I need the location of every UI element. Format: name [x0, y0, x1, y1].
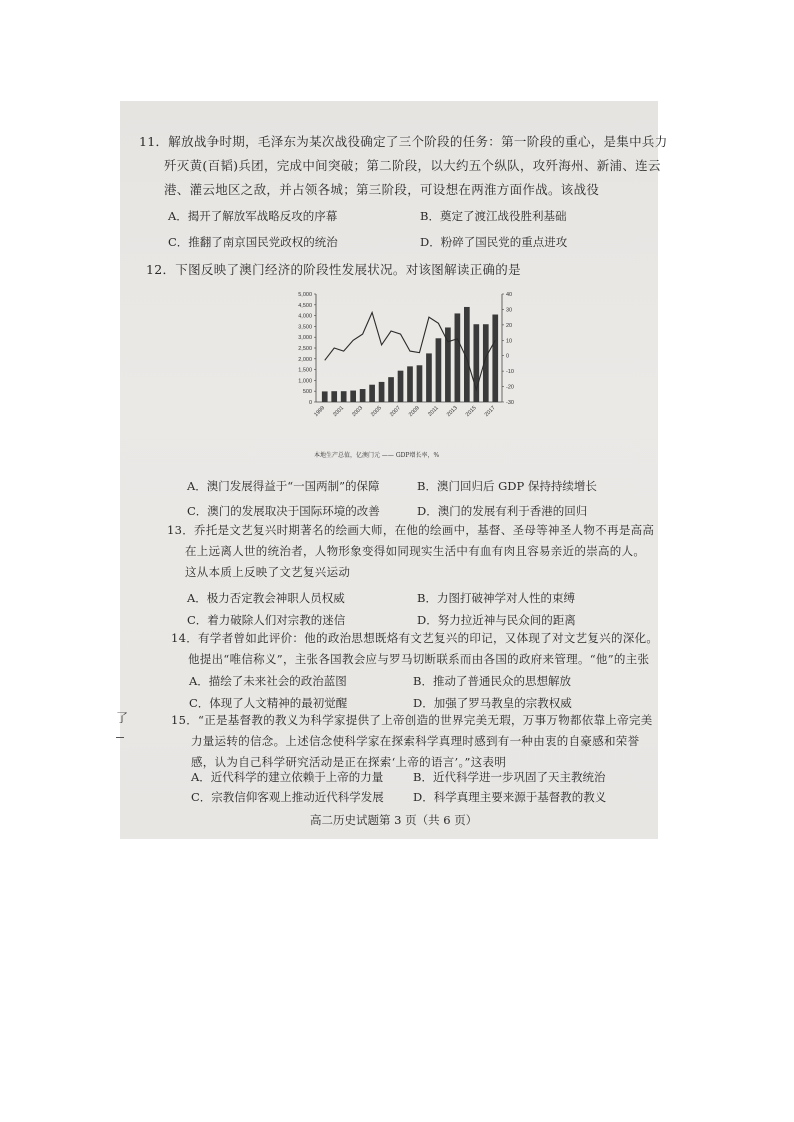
- question-15-line-3: 感，认为自己科学研究活动是正在探索‘上帝的语言’。”这表明: [191, 755, 507, 769]
- gdp-bar: [492, 315, 498, 402]
- question-11-option-a: A．揭开了解放军战略反攻的序幕: [168, 209, 338, 223]
- margin-line: [116, 737, 124, 738]
- question-15-line-1: 15．“正是基督教的教义为科学家提供了上帝创造的世界完美无瑕，万事万物都依靠上帝完美: [171, 713, 653, 727]
- right-tick-label: -20: [506, 384, 514, 391]
- left-tick-label: 2,500: [298, 346, 312, 352]
- left-tick-label: 1,500: [298, 367, 312, 374]
- right-tick-label: 10: [506, 338, 513, 345]
- chart-svg: [270, 280, 630, 450]
- question-12-option-d: D．澳门的发展有利于香港的回归: [417, 504, 588, 518]
- gdp-bar: [331, 391, 337, 402]
- left-tick-label: 5,000: [298, 292, 312, 298]
- x-tick-label: 2005: [370, 405, 383, 419]
- question-13-line-2: 在上远离人世的统治者，人物形象变得如同现实生活中有血有肉且容易亲近的崇高的人。: [185, 544, 646, 558]
- x-tick-label: 1999: [313, 405, 327, 419]
- question-11-line-1: 11．解放战争时期，毛泽东为某次战役确定了三个阶段的任务：第一阶段的重心，是集中兵力: [139, 134, 668, 149]
- x-tick-label: 2013: [445, 405, 459, 419]
- question-15-option-a: A．近代科学的建立依赖于上帝的力量: [191, 770, 384, 784]
- question-14-option-c: C．体现了人文精神的最初觉醒: [189, 696, 348, 710]
- margin-mark: 了: [116, 711, 129, 725]
- right-tick-label: -30: [506, 400, 514, 406]
- question-15-option-b: B．近代科学进一步巩固了天主教统治: [413, 770, 606, 784]
- question-14-option-d: D．加强了罗马教皇的宗教权威: [413, 696, 572, 710]
- gdp-bar: [436, 338, 442, 402]
- gdp-bar: [341, 391, 347, 402]
- left-tick-label: 500: [302, 389, 312, 396]
- question-14: [171, 628, 658, 670]
- question-14-line-2: 他提出“唯信称义”，主张各国教会应与罗马切断联系而由各国的政府来管理。“他”的主张: [188, 652, 650, 666]
- x-tick-label: 2017: [483, 405, 497, 419]
- question-12-option-c: C．澳门的发展取决于国际环境的改善: [187, 504, 380, 518]
- question-11-line-3: 港、灌云地区之敌，并占领各城；第三阶段，可设想在两淮方面作战。该战役: [164, 182, 600, 197]
- left-tick-label: 0: [308, 400, 312, 406]
- question-13: [167, 520, 654, 583]
- x-tick-label: 2015: [464, 405, 478, 419]
- gdp-bar: [455, 313, 461, 402]
- left-tick-label: 1,000: [298, 378, 312, 385]
- x-tick-label: 2011: [427, 405, 440, 418]
- question-12-option-a: A．澳门发展得益于“一国两制”的保障: [187, 479, 380, 493]
- left-tick-label: 4,000: [298, 313, 312, 320]
- question-12-option-b: B．澳门回归后 GDP 保持持续增长: [417, 479, 597, 493]
- page-footer: 高二历史试题第 3 页（共 6 页）: [310, 813, 478, 827]
- question-13-option-c: C．着力破除人们对宗教的迷信: [187, 613, 346, 627]
- question-15-line-2: 力量运转的信念。上述信念使科学家在探索科学真理时感到有一种由衷的自豪感和荣誉: [191, 734, 640, 748]
- gdp-bar: [417, 365, 423, 402]
- right-tick-label: 0: [506, 353, 510, 360]
- question-11-option-d: D．粉碎了国民党的重点进攻: [420, 235, 568, 249]
- gdp-bar: [369, 385, 375, 402]
- left-tick-label: 4,500: [298, 302, 312, 309]
- question-11-option-b: B．奠定了渡江战役胜利基础: [420, 209, 567, 223]
- question-13-line-1: 13．乔托是文艺复兴时期著名的绘画大师，在他的绘画中，基督、圣母等神圣人物不再是高高: [167, 523, 655, 537]
- question-15: [171, 710, 653, 773]
- left-tick-label: 2,000: [298, 356, 312, 363]
- question-14-option-a: A．描绘了未来社会的政治蓝图: [189, 674, 347, 688]
- chart-legend: 本地生产总值，亿澳门元 —— GDP增长率，%: [314, 452, 440, 459]
- right-tick-label: -10: [506, 369, 514, 376]
- gdp-bar: [350, 391, 356, 402]
- gdp-bar: [407, 366, 413, 402]
- right-tick-label: 30: [506, 307, 513, 314]
- x-tick-label: 2003: [351, 405, 365, 419]
- question-13-option-b: B．力图打破神学对人性的束缚: [417, 591, 575, 605]
- question-15-option-c: C．宗教信仰客观上推动近代科学发展: [191, 790, 384, 804]
- question-15-option-d: D．科学真理主要来源于基督教的教义: [413, 790, 607, 804]
- gdp-bar: [360, 389, 366, 402]
- left-tick-label: 3,500: [298, 324, 312, 331]
- question-12-stem: 12．下图反映了澳门经济的阶段性发展状况。对该图解读正确的是: [146, 262, 521, 277]
- right-tick-label: 20: [506, 322, 513, 329]
- right-tick-label: 40: [506, 292, 513, 298]
- question-14-option-b: B．推动了普通民众的思想解放: [413, 674, 571, 688]
- gdp-bar: [398, 371, 404, 402]
- question-11-line-2: 歼灭黄(百韬)兵团，完成中间突破；第二阶段，以大约五个纵队，攻歼海州、新浦、连云: [164, 158, 661, 173]
- question-14-line-1: 14．有学者曾如此评价：他的政治思想既烙有文艺复兴的印记，又体现了对文艺复兴的深化。: [171, 631, 659, 645]
- gdp-bar: [426, 353, 432, 402]
- left-tick-label: 3,000: [298, 335, 312, 342]
- x-tick-label: 2007: [389, 405, 402, 419]
- x-tick-label: 2009: [407, 405, 421, 419]
- question-13-line-3: 这从本质上反映了文艺复兴运动: [185, 565, 351, 579]
- gdp-bar: [379, 382, 385, 402]
- question-13-option-d: D．努力拉近神与民众间的距离: [417, 613, 576, 627]
- gdp-bar: [322, 391, 328, 402]
- x-tick-label: 2001: [332, 405, 346, 419]
- question-13-option-a: A．极力否定教会神职人员权威: [187, 591, 345, 605]
- question-11-option-c: C．推翻了南京国民党政权的统治: [168, 235, 338, 249]
- gdp-bar: [388, 377, 394, 402]
